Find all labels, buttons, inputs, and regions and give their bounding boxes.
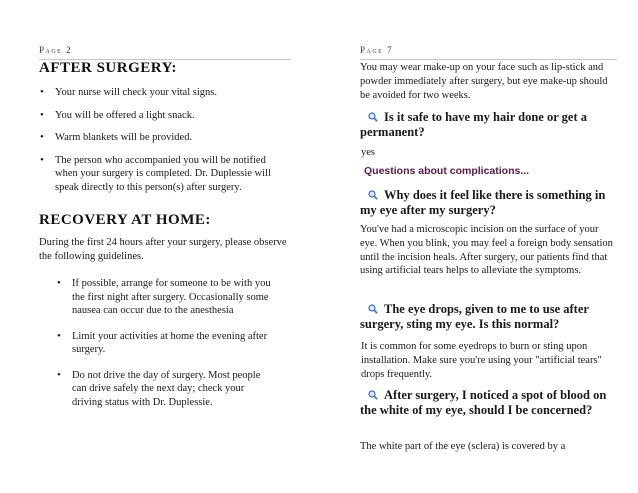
recovery-list xyxy=(56,277,276,421)
question-blood-spot xyxy=(360,388,618,418)
heading-after-surgery: AFTER SURGERY: xyxy=(39,60,178,76)
makeup-paragraph: You may wear make-up on your face such as lip-stick and powder immediately after surgery, but eye make-up should be avoided for two weeks. xyxy=(360,62,608,101)
header-divider xyxy=(360,59,617,60)
question-text: Is it safe to have my hair done or get a permanent? xyxy=(360,110,587,139)
question-text: Why does it feel like there is something in my eye after my surgery? xyxy=(360,188,606,217)
subheading-complications: Questions about complications... xyxy=(364,165,530,177)
answer-something-in-eye: You've had a microscopic incision on the surface of your eye. When you blink, you may feel a foreign body sensation until the incision heals. After surgery, our patients find that using artificial tears helps to alleviate the symptoms. xyxy=(360,224,613,277)
list-item: • If possible, arrange for someone to be with you the first night after surgery. Occasionally some nausea can occur due to the anesthesia xyxy=(56,277,276,318)
magnifier-question-icon xyxy=(368,189,378,199)
question-eye-drops xyxy=(360,302,618,332)
list-item: • Your nurse will check your vital signs. xyxy=(39,86,279,100)
page-number: Page 2 xyxy=(39,45,73,55)
recovery-intro: During the first 24 hours after your surgery, please observe the following guidelines. xyxy=(39,237,287,262)
question-something-in-eye xyxy=(360,188,618,218)
heading-recovery-at-home: RECOVERY AT HOME: xyxy=(39,212,211,228)
question-hair xyxy=(360,110,618,140)
magnifier-question-icon xyxy=(368,389,378,399)
list-item: • Limit your activities at home the evening after surgery. xyxy=(56,330,276,357)
question-text: After surgery, I noticed a spot of blood on the white of my eye, should I be concerned? xyxy=(360,388,607,417)
magnifier-question-icon xyxy=(368,303,378,313)
question-text: The eye drops, given to me to use after surgery, sting my eye. Is this normal? xyxy=(360,302,589,331)
after-surgery-list xyxy=(39,86,279,203)
page-7 xyxy=(319,0,638,493)
answer-eye-drops: It is common for some eyedrops to burn or sting upon installation. Make sure you're using your "artificial tears" drops frequently. xyxy=(361,341,602,380)
magnifier-question-icon xyxy=(368,111,378,121)
page-number: Page 7 xyxy=(360,45,394,55)
answer-blood-spot: The white part of the eye (sclera) is covered by a xyxy=(360,441,566,452)
list-item: • The person who accompanied you will be notified when your surgery is completed. Dr. Duplessie will speak directly to this person(s) after surgery. xyxy=(39,154,279,195)
list-item: • You will be offered a light snack. xyxy=(39,109,279,123)
list-item: • Do not drive the day of surgery. Most people can drive safely the next day; check your driving status with Dr. Duplessie. xyxy=(56,369,276,410)
list-item: • Warm blankets will be provided. xyxy=(39,131,279,145)
page-2 xyxy=(0,0,300,493)
answer-hair: yes xyxy=(361,147,375,158)
